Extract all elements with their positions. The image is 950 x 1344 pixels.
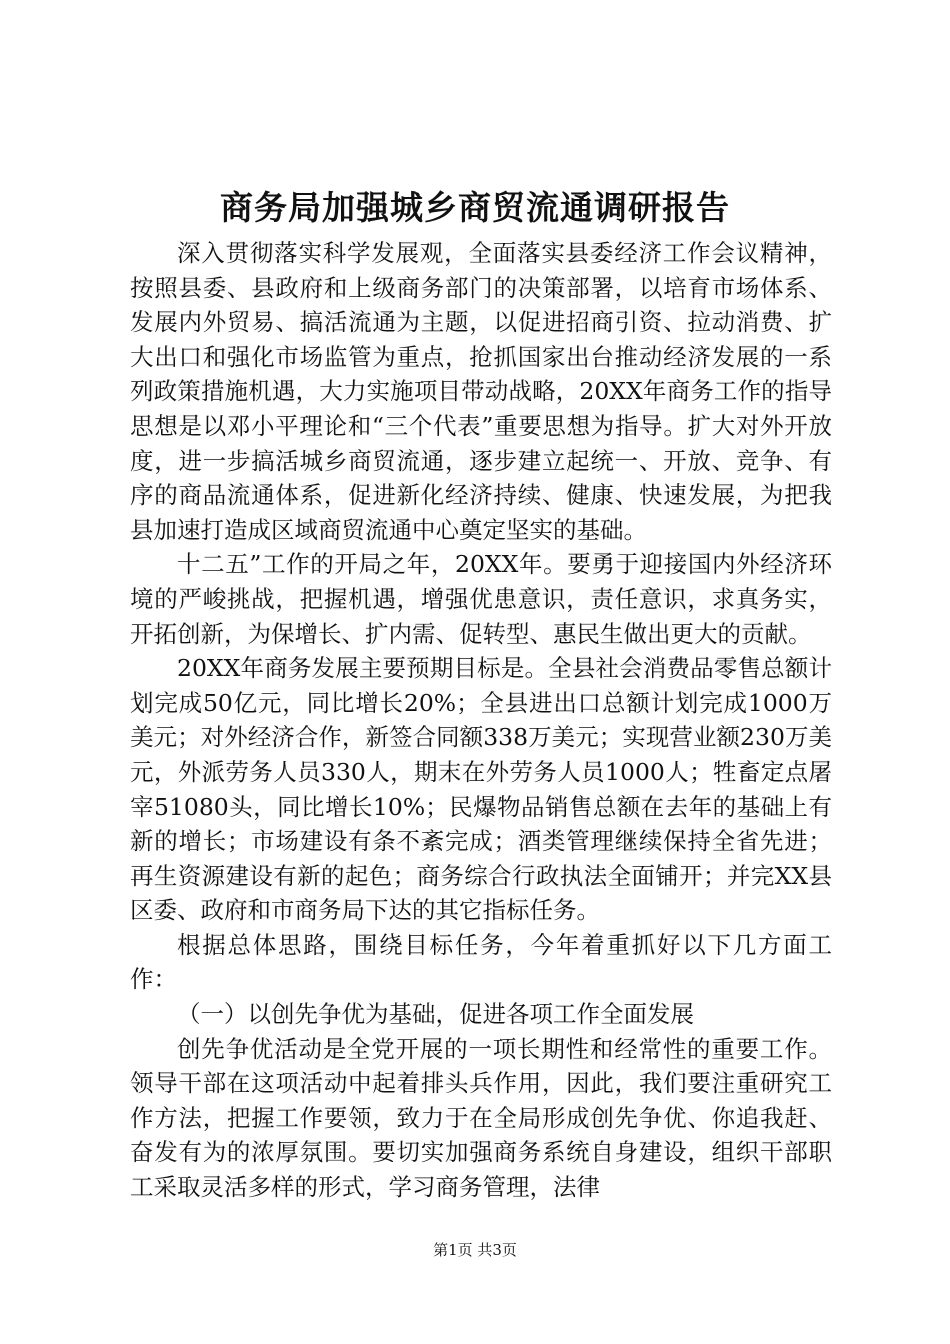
paragraph: 深入贯彻落实科学发展观，全面落实县委经济工作会议精神，按照县委、县政府和上级商务部门的决策部署，以培育市场体系、发展内外贸易、搞活流通为主题，以促进招商引资、拉动消费、扩大出口和强化市场监管为重点，抢抓国家出台推动经济发展的一系列政策措施机遇，大力实施项目带动战略，20XX年商务工作的指导思想是以邓小平理论和“三个代表”重要思想为指导。扩大对外开放度，进一步搞活城乡商贸流通，逐步建立起统一、开放、竞争、有序的商品流通体系，促进新化经济持续、健康、快速发展，为把我县加速打造成区域商贸流通中心奠定坚实的基础。 [130,239,832,544]
section-heading: （一）以创先争优为基础，促进各项工作全面发展 [177,1000,694,1029]
paragraph: 创先争优活动是全党开展的一项长期性和经常性的重要工作。领导干部在这项活动中起着排头兵作用，因此，我们要注重研究工作方法，把握工作要领，致力于在全局形成创先争优、你追我赶、奋发有为的浓厚氛围。要切实加强商务系统自身建设，组织干部职工采取灵活多样的形式，学习商务管理，法律 [130,1034,832,1202]
page-number-footer: 第1页 共3页 [433,1241,517,1259]
paragraph: 根据总体思路，围绕目标任务，今年着重抓好以下几方面工作： [130,930,832,994]
paragraph: 20XX年商务发展主要预期目标是。全县社会消费品零售总额计划完成50亿元，同比增长20%；全县进出口总额计划完成1000万美元；对外经济合作，新签合同额338万美元；实现营业额230万美元，外派劳务人员330人，期末在外劳务人员1000人；牲畜定点屠宰51080头，同比增长10%；民爆物品销售总额在去年的基础上有新的增长；市场建设有条不紊完成；酒类管理继续保持全省先进；再生资源建设有新的起色；商务综合行政执法全面铺开；并完XX县区委、政府和市商务局下达的其它指标任务。 [130,654,832,925]
document-title: 商务局加强城乡商贸流通调研报告 [220,188,730,227]
document-body [130,236,832,1205]
paragraph: 十二五”工作的开局之年，20XX年。要勇于迎接国内外经济环境的严峻挑战，把握机遇，增强优患意识，责任意识，求真务实，开拓创新，为保增长、扩内需、促转型、惠民生做出更大的贡献。 [130,550,832,648]
